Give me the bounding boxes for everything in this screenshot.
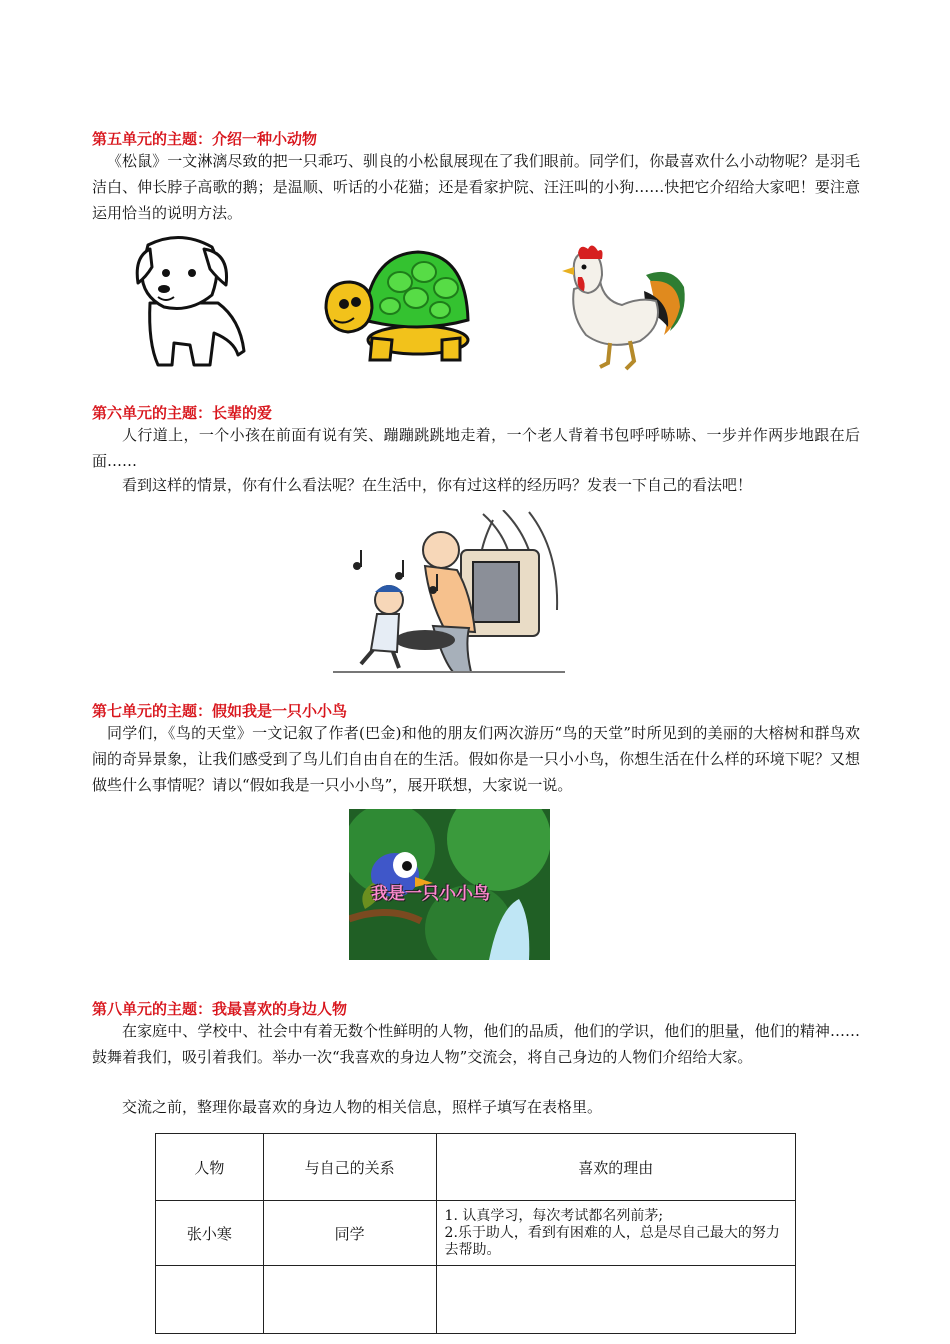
unit7-paragraph: 同学们，《鸟的天堂》一文记叙了作者(巴金)和他的朋友们两次游历“鸟的天堂”时所见到的美丽的大榕树和群鸟欢闹的奇异景象，让我们感受到了鸟儿们自由自在的生活。假如你是一只小小鸟，你想生活在什么样的环境下呢？又想做些什么事情呢？请以“假如我是一只小小鸟”，展开联想，大家说一说。 bbox=[92, 724, 860, 794]
unit8-heading: 第八单元的主题：我最喜欢的身边人物 bbox=[92, 1000, 348, 1018]
unit5-paragraph: 《松鼠》一文淋漓尽致的把一只乖巧、驯良的小松鼠展现在了我们眼前。同学们，你最喜欢什么小动物呢？是羽毛洁白、伸长脖子高歌的鹅；是温顺、听话的小花猫；还是看家护院、汪汪叫的小狗……快把它介绍给大家吧！要注意运用恰当的说明方法。 bbox=[92, 152, 860, 222]
turtle-illustration bbox=[320, 248, 470, 364]
table-cell-person: 张小寒 bbox=[156, 1201, 264, 1266]
table-cell-reason bbox=[436, 1201, 795, 1266]
empty-cell-reason[interactable] bbox=[436, 1266, 795, 1334]
table-header-person: 人物 bbox=[156, 1134, 264, 1201]
table-row-empty bbox=[156, 1266, 796, 1334]
table-header-reason: 喜欢的理由 bbox=[436, 1134, 795, 1201]
grandpa-child-illustration bbox=[333, 510, 565, 676]
table-header-relation: 与自己的关系 bbox=[263, 1134, 436, 1201]
unit7-heading: 第七单元的主题：假如我是一只小小鸟 bbox=[92, 702, 348, 720]
unit5-heading: 第五单元的主题：介绍一种小动物 bbox=[92, 130, 318, 148]
unit6-paragraph-1: 人行道上，一个小孩在前面有说有笑、蹦蹦跳跳地走着，一个老人背着书包呼呼哧哧、一步并作两步地跟在后面…… bbox=[92, 426, 860, 470]
table-cell-relation: 同学 bbox=[263, 1201, 436, 1266]
bird-video-still bbox=[349, 809, 550, 960]
favorite-person-table bbox=[155, 1133, 796, 1334]
table-row bbox=[156, 1201, 796, 1266]
unit8-paragraph-2: 交流之前，整理你最喜欢的身边人物的相关信息，照样子填写在表格里。 bbox=[122, 1098, 603, 1116]
unit8-paragraph-1: 在家庭中、学校中、社会中有着无数个性鲜明的人物，他们的品质，他们的学识，他们的胆量，他们的精神……鼓舞着我们，吸引着我们。举办一次“我喜欢的身边人物”交流会，将自己身边的人物们介绍给大家。 bbox=[92, 1022, 860, 1066]
table-header-row bbox=[156, 1134, 796, 1201]
reason-item-1: 1. 认真学习，每次考试都名列前茅; bbox=[444, 1207, 664, 1224]
bird-image-caption: 我是一只小小鸟 bbox=[371, 884, 490, 904]
puppy-illustration bbox=[130, 233, 248, 371]
unit6-paragraph-2: 看到这样的情景，你有什么看法呢？在生活中，你有过这样的经历吗？发表一下自己的看法吧！ bbox=[122, 476, 753, 494]
reason-item-2: 2.乐于助人，看到有困难的人，总是尽自己最大的努力去帮助。 bbox=[444, 1224, 780, 1258]
empty-cell-relation[interactable] bbox=[263, 1266, 436, 1334]
unit6-heading: 第六单元的主题：长辈的爱 bbox=[92, 404, 273, 422]
empty-cell-person[interactable] bbox=[156, 1266, 264, 1334]
rooster-illustration bbox=[560, 245, 690, 373]
